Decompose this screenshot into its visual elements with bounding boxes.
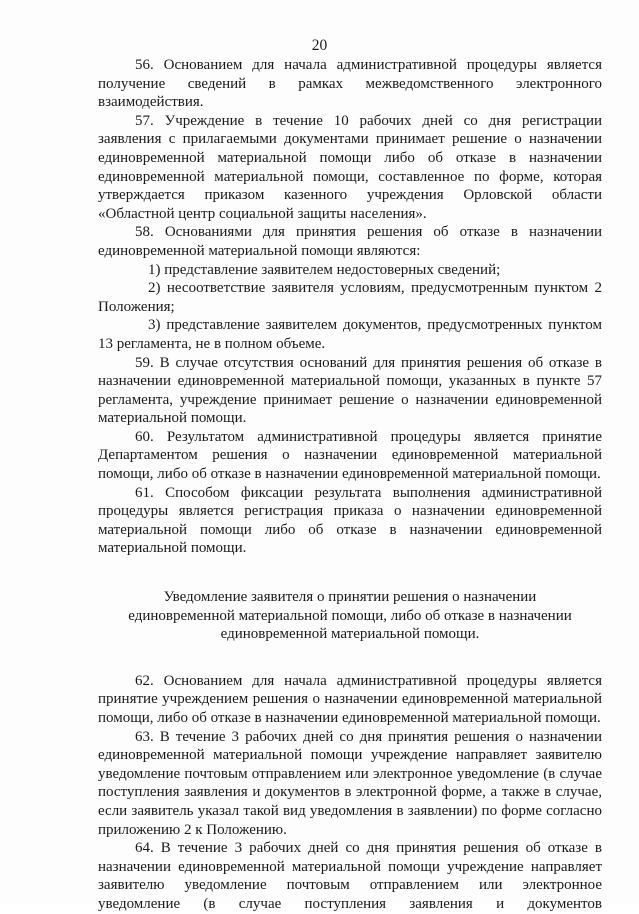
list-item-3: 3) представление заявителем документов, предусмотренных пунктом 13 регламента, не в полном объеме. — [98, 317, 602, 352]
paragraph-56: 56. Основанием для начала административной процедуры является получение сведений в рамках межведомственного электронного взаимодействия. — [98, 57, 602, 111]
paragraph-61: 61. Способом фиксации результата выполнения административной процедуры является регистрация приказа о назначении единовременной материальной помощи либо об отказе в назначении единовременной материальной помощи. — [98, 484, 602, 557]
paragraph-57: 57. Учреждение в течение 10 рабочих дней со дня регистрации заявления с прилагаемыми документами принимает решение о назначении единовременной материальной помощи либо об отказе в назначении единовременной материальной помощи, составленное по форме, которая утверждается приказом казенного учреждения Орловской области «Областной центр социальной защиты населения». — [98, 112, 602, 222]
paragraph-58: 58. Основаниями для принятия решения об отказе в назначении единовременной материальной помощи являются: — [98, 224, 602, 259]
paragraph-62: 62. Основанием для начала административной процедуры является принятие учреждением решения о назначении единовременной материальной помощи, либо об отказе в назначении единовременной материальной помощи. — [98, 672, 602, 726]
paragraph-63: 63. В течение 3 рабочих дней со дня принятия решения о назначении единовременной материальной помощи учреждение направляет заявителю уведомление почтовым отправлением или электронное уведомление (в случае поступления заявления и документов в электронной форме, а также в случае, если заявитель указал такой вид уведомления в заявлении) по форме согласно приложению 2 к Положению. — [98, 728, 602, 838]
list-item-1: 1) представление заявителем недостоверных сведений; — [148, 261, 501, 278]
document-body — [98, 56, 602, 914]
paragraph-60: 60. Результатом административной процедуры является принятие Департаментом решения о назначении единовременной материальной помощи, либо об отказе в назначении единовременной материальной помощи. — [98, 428, 602, 483]
list-item-2: 2) несоответствие заявителя условиям, предусмотренным пунктом 2 Положения; — [98, 280, 602, 315]
section-heading: Уведомление заявителя о принятии решения о назначении единовременной материальной помощи, либо об отказе в назначении единовременной материальной помощи. — [128, 589, 572, 643]
paragraph-64: 64. В течение 3 рабочих дней со дня принятия решения об отказе в назначении единовременной материальной помощи учреждение направляет заявителю уведомление почтовым отправлением или электронное уведомление (в случае поступления заявления и документов — [98, 840, 602, 912]
page-number: 20 — [311, 37, 328, 54]
paragraph-59: 59. В случае отсутствия оснований для принятия решения об отказе в назначении единовременной материальной помощи, указанных в пункте 57 регламента, учреждение принимает решение о назначении единовременной материальной помощи. — [98, 354, 602, 427]
